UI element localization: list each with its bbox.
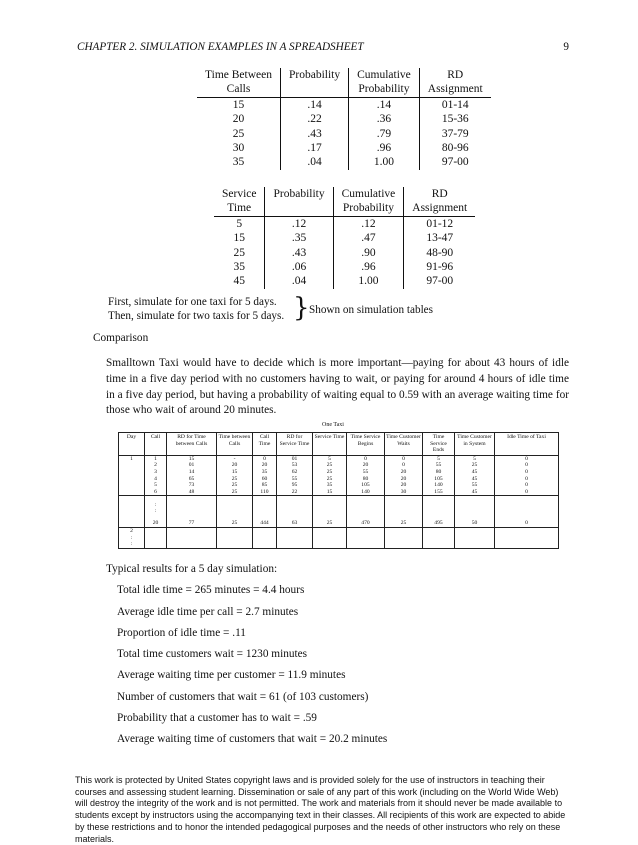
header-cell: Time Between Calls xyxy=(197,68,280,97)
footer-line: by these restrictions and to honor the intended pedagogical purposes and the needs of other instructors who rely on these materials. xyxy=(75,821,561,844)
ellipsis-row xyxy=(119,496,559,521)
results-heading: Typical results for a 5 day simulation: xyxy=(106,563,278,575)
table-row: 6 48 25 110 22 15 140 30 155 45 0 xyxy=(119,489,559,496)
sim-header-customer-waits: Time Customer Waits xyxy=(385,433,423,456)
results-section xyxy=(106,559,387,751)
next-day-cell: 2 : : xyxy=(119,527,145,548)
header-cell: Cumulative Probability xyxy=(349,68,420,97)
table-row: 15 .35 .47 13-47 xyxy=(214,231,475,245)
table-row: 2 01 20 20 53 25 20 0 55 25 0 xyxy=(119,462,559,469)
table-row: 20 77 25 444 63 25 470 25 495 50 0 xyxy=(119,520,559,527)
table-row: 30 .17 .96 80-96 xyxy=(197,141,491,155)
result-line: Total time customers wait = 1230 minutes xyxy=(117,648,308,661)
table-header-row xyxy=(197,68,491,97)
sim-header-call-time: Call Time xyxy=(253,433,277,456)
sim-header-day: Day xyxy=(119,433,145,456)
table-row: 3 14 15 35 62 25 55 20 80 45 0 xyxy=(119,469,559,476)
simulate-instructions xyxy=(108,295,284,323)
result-line: Probability that a customer has to wait = .59 xyxy=(117,712,317,725)
chapter-title: CHAPTER 2. SIMULATION EXAMPLES IN A SPREADSHEET xyxy=(77,41,364,53)
sim-header-service-time: Service Time xyxy=(313,433,347,456)
table-row: 35 .04 1.00 97-00 xyxy=(197,155,491,169)
footer-line: will destroy the integrity of the work and is not permitted. The work and materials from it should never be made available to xyxy=(75,798,563,809)
table-row: 5 73 25 85 95 35 105 20 140 55 0 xyxy=(119,482,559,489)
footer-line: students except by instructors using the accompanying text in their classes. All recipients of this work are expected to abide xyxy=(75,810,566,821)
table-row: 25 .43 .90 48-90 xyxy=(214,246,475,260)
one-taxi-simulation-table xyxy=(118,432,559,549)
header-cell: Cumulative Probability xyxy=(333,187,404,216)
result-line: Proportion of idle time = .11 xyxy=(117,626,246,639)
time-between-calls-table xyxy=(197,68,491,170)
sim-table-title: One Taxi xyxy=(322,422,344,428)
running-header xyxy=(77,41,569,53)
sim-header-rd-time-between: RD for Time between Calls xyxy=(167,433,217,456)
header-cell: Probability xyxy=(265,187,333,216)
table-row: 45 .04 1.00 97-00 xyxy=(214,274,475,288)
footer-line: courses and assessing student learning. Dissemination or sale of any part of this work (including on the World Wide Web) xyxy=(75,786,559,797)
header-cell: Probability xyxy=(280,68,348,97)
simulate-line-1: First, simulate for one taxi for 5 days. xyxy=(108,296,277,308)
copyright-footer xyxy=(75,775,595,845)
table-row: 20 .22 .36 15-36 xyxy=(197,112,491,126)
comparison-paragraph: Smalltown Taxi would have to decide which is more important—paying for about 43 hours of idle time in a five day period with no customers having to wait, or paying for around 4 hours of idle time in a five day period, but having a probability of waiting equal to 0.59 with an average waiting time for those who wait of around 20 minutes. xyxy=(106,357,569,417)
simulation-note: Shown on simulation tables xyxy=(309,304,433,316)
table-row: 25 .43 .79 37-79 xyxy=(197,127,491,141)
result-line: Number of customers that wait = 61 (of 103 customers) xyxy=(117,690,369,703)
footer-line: This work is protected by United States copyright laws and is provided solely for the use of instructors in teaching their xyxy=(75,775,545,785)
table-row xyxy=(119,527,559,548)
ellipsis: : : xyxy=(145,496,167,521)
header-cell: RD Assignment xyxy=(412,188,468,215)
service-time-table xyxy=(214,187,475,289)
sim-header-idle-time: Idle Time of Taxi xyxy=(495,433,559,456)
sim-header-in-system: Time Customer in System xyxy=(455,433,495,456)
table-row: 4 65 25 60 55 25 80 20 105 45 0 xyxy=(119,476,559,483)
header-cell: Service Time xyxy=(214,187,265,216)
sim-header-time-between: Time between Calls xyxy=(217,433,253,456)
sim-header-rd-service: RD for Service Time xyxy=(277,433,313,456)
result-line: Total idle time = 265 minutes = 4.4 hours xyxy=(117,584,305,597)
result-line: Average idle time per call = 2.7 minutes xyxy=(117,605,299,618)
sim-header-call: Call xyxy=(145,433,167,456)
simulate-line-2: Then, simulate for two taxis for 5 days. xyxy=(108,310,285,322)
table-row: 35 .06 .96 91-96 xyxy=(214,260,475,274)
result-line: Average waiting time of customers that wait = 20.2 minutes xyxy=(117,733,388,746)
header-cell: RD Assignment xyxy=(427,69,483,96)
brace-symbol: } xyxy=(293,293,310,323)
table-header-row xyxy=(214,187,475,216)
table-row: 5 .12 .12 01-12 xyxy=(214,216,475,231)
table-row: 1 1 15 - 0 01 5 0 0 5 5 0 xyxy=(119,455,559,462)
page-number: 9 xyxy=(563,41,569,53)
table-row: 15 .14 .14 01-14 xyxy=(197,97,491,112)
sim-header-row xyxy=(119,433,559,456)
sim-header-service-ends: Time Service Ends xyxy=(423,433,455,456)
result-line: Average waiting time per customer = 11.9 minutes xyxy=(117,669,346,682)
sim-header-service-begins: Time Service Begins xyxy=(347,433,385,456)
comparison-heading: Comparison xyxy=(93,332,149,344)
